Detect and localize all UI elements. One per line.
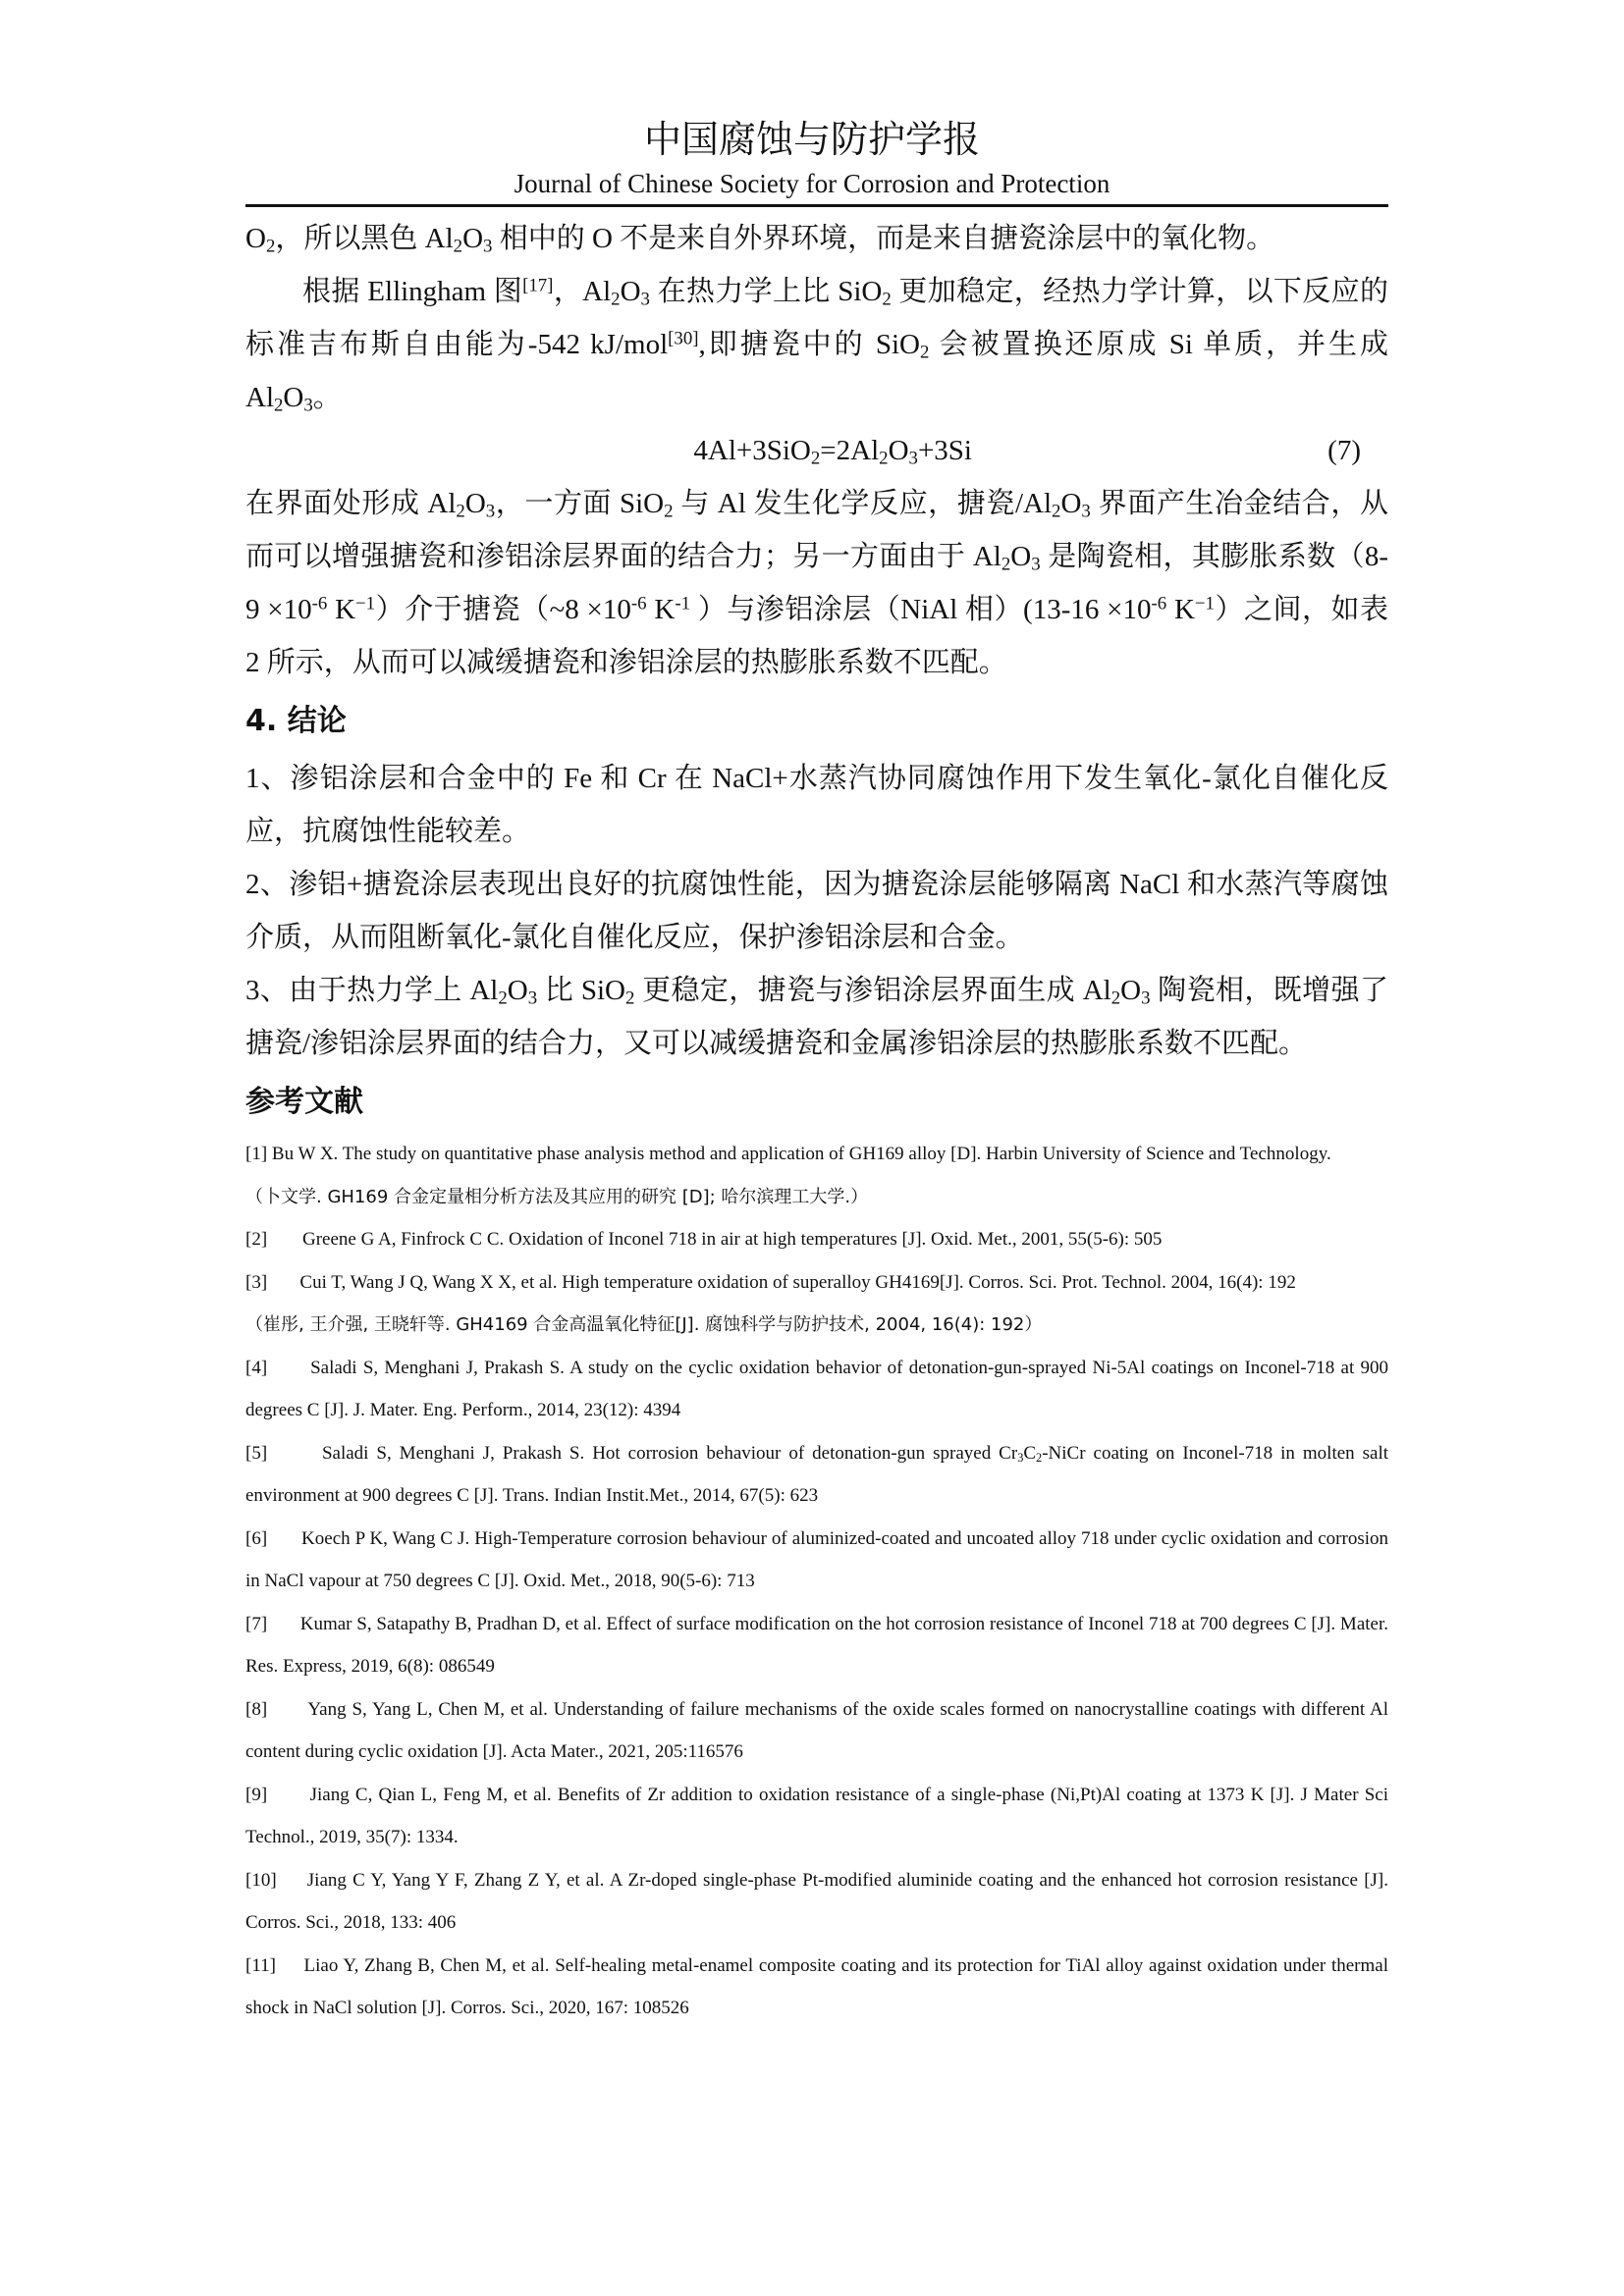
- journal-title-cn: 中国腐蚀与防护学报: [643, 118, 980, 161]
- journal-title-en: Journal of Chinese Society for Corrosion and Protection: [514, 169, 1110, 198]
- reference-item: [7] Kumar S, Satapathy B, Pradhan D, et al. Effect of surface modification on the hot corrosion resistance of Inconel 718 at 700 degrees C [J]. Mater. Res. Express, 2019, 6(8): 086549: [245, 1613, 1388, 1677]
- equation-7: [245, 424, 1388, 477]
- article-body: [245, 212, 1388, 2030]
- reference-item: [11] Liao Y, Zhang B, Chen M, et al. Self-healing metal-enamel composite coating and its protection for TiAl alloy against oxidation under thermal shock in NaCl solution [J]. Corros. Sci., 2020, 167: 108526: [245, 1954, 1388, 2018]
- equation-number: (7): [1327, 435, 1361, 466]
- section-heading-references: 参考文献: [245, 1085, 363, 1119]
- conclusion-1: 1、渗铝涂层和合金中的 Fe 和 Cr 在 NaCl+水蒸汽协同腐蚀作用下发生氧化-氯化自催化反应，抗腐蚀性能较差。: [245, 763, 1388, 847]
- equation-formula: $4Al+3SiO_2=2Al_2O_3+3Si$: [693, 435, 972, 469]
- reference-item: [4] Saladi S, Menghani J, Prakash S. A study on the cyclic oxidation behavior of detonation-gun-sprayed Ni-5Al coatings on Inconel-718 at 900 degrees C [J]. J. Mater. Eng. Perform., 2014, 23(12): 4394: [245, 1357, 1388, 1420]
- reference-item: [3] Cui T, Wang J Q, Wang X X, et al. High temperature oxidation of superalloy GH4169[J]. Corros. Sci. Prot. Technol. 2004, 16(4): 192: [245, 1271, 1296, 1293]
- reference-item: [5] Saladi S, Menghani J, Prakash S. Hot corrosion behaviour of detonation-gun sprayed $Cr_3C_2$-NiCr coating on Inconel-718 in molten salt environment at 900 degrees C [J]. Trans. Indian Instit.Met., 2014, 67(5): 623: [245, 1442, 1389, 1506]
- reference-translation: （卜文学. GH169 合金定量相分析方法及其应用的研究 [D]; 哈尔滨理工大学.）: [245, 1186, 869, 1207]
- reference-item: [2] Greene G A, Finfrock C C. Oxidation of Inconel 718 in air at high temperatures [J]. Oxid. Met., 2001, 55(5-6): 505: [245, 1229, 1163, 1250]
- reference-translation: （崔彤, 王介强, 王晓轩等. GH4169 合金高温氧化特征[J]. 腐蚀科学与防护技术, 2004, 16(4): 192）: [245, 1314, 1043, 1335]
- section-heading-conclusion: 4. 结论: [245, 704, 347, 738]
- reference-item: [8] Yang S, Yang L, Chen M, et al. Understanding of failure mechanisms of the oxide scales formed on nanocrystalline coatings with different Al content during cyclic oxidation [J]. Acta Mater., 2021, 205:116576: [245, 1698, 1389, 1762]
- reference-list: [245, 1133, 1388, 2030]
- conclusion-3: 3、由于热力学上 $Al_2O_3$ 比 SiO$_2$ 更稳定，搪瓷与渗铝涂层界面生成 $Al_2O_3$ 陶瓷相，既增强了搪瓷/渗铝涂层界面的结合力，又可以减缓搪瓷和金属渗铝涂层的热膨胀系数不匹配。: [245, 975, 1388, 1059]
- reference-item: [6] Koech P K, Wang C J. High-Temperature corrosion behaviour of aluminized-coated and uncoated alloy 718 under cyclic oxidation and corrosion in NaCl vapour at 750 degrees C [J]. Oxid. Met., 2018, 90(5-6): 713: [245, 1527, 1388, 1591]
- reference-item: [9] Jiang C, Qian L, Feng M, et al. Benefits of Zr addition to oxidation resistance of a single-phase (Ni,Pt)Al coating at 1373 K [J]. J Mater Sci Technol., 2019, 35(7): 1334.: [245, 1784, 1389, 1847]
- paragraph-ellingham: 根据 Ellingham 图[17]，$Al_2O_3$ 在热力学上比 SiO$_2$ 更加稳定，经热力学计算，以下反应的标准吉布斯自由能为-542 kJ/mol[30],即搪瓷中的 SiO$_2$ 会被置换还原成 Si 单质，并生成 $Al_2O_3$。: [245, 275, 1388, 416]
- paragraph-interface: 在界面处形成 $Al_2O_3$，一方面 SiO$_2$ 与 Al 发生化学反应，搪瓷$/Al_2O_3$ 界面产生冶金结合，从而可以增强搪瓷和渗铝涂层界面的结合力；另一方面由于 $Al_2O_3$ 是陶瓷相，其膨胀系数（$8-9 \times 10^{-6}$ $K^{-1}$）介于搪瓷（~8 $\times 10^{-6}$ $K^{-1}$ ）与渗铝涂层（NiAl 相）($13-16 \times 10^{-6}$ $K^{-1}$）之间，如表 2 所示，从而可以减缓搪瓷和渗铝涂层的热膨胀系数不匹配。: [245, 488, 1388, 678]
- conclusion-2: 2、渗铝+搪瓷涂层表现出良好的抗腐蚀性能，因为搪瓷涂层能够隔离 NaCl 和水蒸汽等腐蚀介质，从而阻断氧化-氯化自催化反应，保护渗铝涂层和合金。: [245, 869, 1388, 953]
- paragraph-oxygen-source: $O_2$，所以黑色 $Al_2O_3$ 相中的 O 不是来自外界环境，而是来自搪瓷涂层中的氧化物。: [245, 223, 1275, 257]
- reference-item: [10] Jiang C Y, Yang Y F, Zhang Z Y, et al. A Zr-doped single-phase Pt-modified aluminide coating and the enhanced hot corrosion resistance [J]. Corros. Sci., 2018, 133: 406: [245, 1869, 1389, 1933]
- header-rule: [245, 204, 1388, 207]
- reference-item: [1] Bu W X. The study on quantitative phase analysis method and application of GH169 alloy [D]. Harbin University of Science and Technology.: [245, 1144, 1331, 1164]
